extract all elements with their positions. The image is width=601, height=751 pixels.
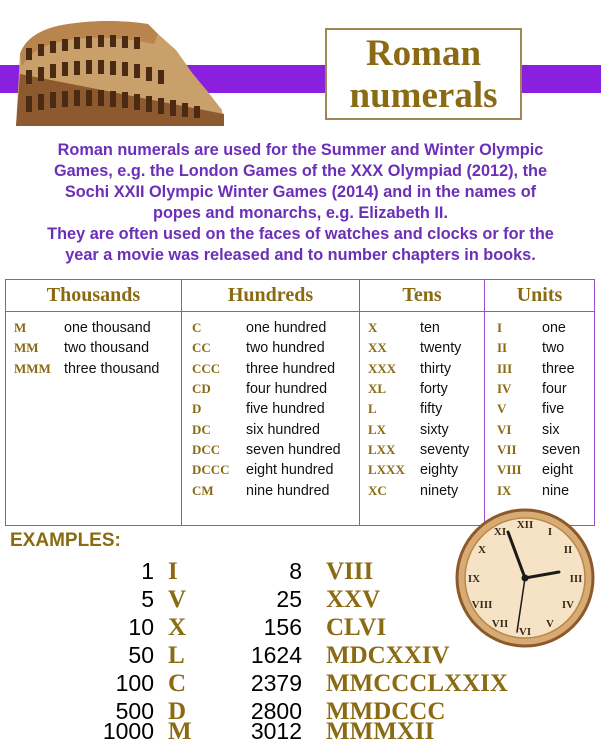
roman-numeral: M: [14, 320, 27, 336]
header-tens: Tens: [360, 280, 485, 312]
numeral-word: nine: [542, 482, 570, 499]
list-item: [192, 440, 359, 460]
numeral-word: fifty: [420, 401, 443, 418]
example-roman: CLVI: [326, 614, 387, 641]
list-item: [368, 318, 484, 338]
list-item: [497, 460, 594, 480]
roman-numeral: CM: [192, 482, 214, 498]
numeral-word: one: [542, 320, 566, 337]
list-item: [497, 379, 594, 399]
roman-numeral: LXX: [368, 441, 396, 457]
list-item: [497, 338, 594, 358]
example-number: 10: [128, 614, 154, 640]
roman-numeral: IV: [497, 381, 512, 397]
example-number: 3012: [250, 718, 302, 744]
table-header-row: [6, 280, 595, 312]
clock-numeral: I: [547, 526, 553, 538]
numeral-word: seven hundred: [246, 441, 341, 458]
hundreds-column: [182, 312, 360, 526]
numeral-word: seven: [542, 441, 581, 458]
numeral-word: twenty: [420, 340, 462, 357]
example-roman: VIII: [326, 558, 374, 585]
list-item: [368, 399, 484, 419]
list-item: [14, 338, 181, 358]
intro-line: Games, e.g. the London Games of the XXX Olympiad (2012), the: [53, 162, 548, 180]
tens-column: [360, 312, 485, 526]
numeral-word: nine hundred: [246, 482, 330, 499]
list-item: [14, 318, 181, 338]
numeral-word: eighty: [420, 462, 459, 479]
example-number: 500: [115, 698, 154, 724]
example-number: 100: [115, 670, 154, 696]
clock-numeral: V: [546, 618, 554, 630]
list-item: [192, 419, 359, 439]
numeral-word: ten: [420, 320, 440, 337]
roman-numeral: D: [192, 401, 202, 417]
roman-numeral: XX: [368, 340, 387, 356]
numeral-word: thirty: [420, 360, 451, 377]
example-roman: X: [168, 614, 187, 641]
list-item: [192, 460, 359, 480]
intro-line: year a movie was released and to number chapters in books.: [65, 246, 536, 264]
example-roman: L: [168, 642, 185, 669]
numeral-word: three thousand: [64, 360, 160, 377]
clock-numeral: VI: [518, 626, 532, 638]
header-hundreds: Hundreds: [182, 280, 360, 312]
example-number: 5: [141, 586, 154, 612]
numeral-word: one thousand: [64, 320, 151, 337]
roman-numeral: IX: [497, 482, 512, 498]
clock-numeral: XII: [516, 519, 534, 531]
list-item: [368, 419, 484, 439]
clock-numeral: III: [569, 573, 583, 585]
roman-numeral: VII: [497, 441, 517, 457]
numeral-word: forty: [420, 381, 448, 398]
list-item: [192, 318, 359, 338]
roman-numeral: III: [497, 360, 513, 376]
roman-numeral: XL: [368, 381, 387, 397]
example-number: 50: [128, 642, 154, 668]
clock-illustration: [455, 508, 595, 648]
roman-numeral: DC: [192, 421, 211, 437]
list-item: [192, 359, 359, 379]
numeral-word: sixty: [420, 421, 449, 438]
numeral-word: ninety: [420, 482, 459, 499]
example-number: 1: [141, 558, 154, 584]
example-roman: MDCXXIV: [326, 642, 450, 669]
list-item: [192, 379, 359, 399]
example-roman: MMCCCLXXIX: [326, 670, 508, 697]
example-number: 1624: [250, 642, 302, 668]
numeral-word: three hundred: [246, 360, 336, 377]
intro-paragraph: [0, 140, 601, 266]
example-number: 8: [289, 558, 302, 584]
example-number: 2800: [250, 698, 302, 724]
examples-heading: EXAMPLES:: [10, 530, 121, 551]
example-roman: M: [168, 718, 192, 745]
example-roman: MMDCCC: [326, 698, 446, 725]
list-item: [497, 440, 594, 460]
numeral-word: two: [542, 340, 565, 357]
colosseum-illustration: [8, 14, 226, 132]
intro-line: Sochi XXII Olympic Winter Games (2014) and in the names of: [64, 183, 537, 201]
example-number: 1000: [102, 718, 154, 744]
roman-numeral: XXX: [368, 360, 397, 376]
clock-numeral: X: [478, 544, 486, 556]
example-roman: MMMXII: [326, 718, 435, 745]
clock-numeral: II: [563, 544, 573, 556]
roman-numeral: XC: [368, 482, 387, 498]
roman-numeral: CC: [192, 340, 211, 356]
header-units: Units: [485, 280, 595, 312]
clock-numeral: VII: [491, 618, 509, 630]
roman-numeral: LX: [368, 421, 387, 437]
numeral-word: one hundred: [246, 320, 327, 337]
roman-numeral: CD: [192, 381, 211, 397]
numeral-word: eight hundred: [246, 462, 334, 479]
clock-numeral: IX: [467, 573, 481, 585]
numeral-word: four: [542, 381, 567, 398]
list-item: [497, 359, 594, 379]
list-item: [192, 399, 359, 419]
roman-numeral: VIII: [497, 462, 522, 478]
numeral-word: two thousand: [64, 340, 150, 357]
title-line-1: Roman: [365, 33, 482, 74]
intro-line: popes and monarchs, e.g. Elizabeth II.: [153, 204, 448, 222]
example-roman: V: [168, 586, 187, 613]
units-column: [485, 312, 595, 526]
numerals-table: [5, 279, 595, 526]
roman-numeral: C: [192, 320, 202, 336]
numeral-word: five: [542, 401, 565, 418]
list-item: [368, 379, 484, 399]
example-number: 2379: [250, 670, 302, 696]
roman-numeral: L: [368, 401, 377, 417]
list-item: [192, 338, 359, 358]
roman-numeral: DCC: [192, 441, 221, 457]
numeral-word: eight: [542, 462, 574, 479]
list-item: [497, 480, 594, 500]
numeral-word: five hundred: [246, 401, 325, 418]
list-item: [497, 318, 594, 338]
roman-numeral: MM: [14, 340, 39, 356]
list-item: [368, 338, 484, 358]
roman-numeral: II: [497, 340, 508, 356]
list-item: [192, 480, 359, 500]
header-thousands: Thousands: [6, 280, 182, 312]
list-item: [368, 359, 484, 379]
example-number: 25: [276, 586, 302, 612]
numeral-word: seventy: [420, 441, 470, 458]
numeral-word: three: [542, 360, 575, 377]
roman-numeral: MMM: [14, 360, 51, 376]
numeral-word: six hundred: [246, 421, 320, 438]
numeral-word: four hundred: [246, 381, 328, 398]
list-item: [14, 359, 181, 379]
intro-line: They are often used on the faces of watches and clocks or for the: [47, 225, 554, 243]
example-roman: XXV: [326, 586, 381, 613]
clock-numeral: IV: [561, 599, 575, 611]
list-item: [497, 419, 594, 439]
example-roman: D: [168, 698, 187, 725]
intro-line: Roman numerals are used for the Summer and Winter Olympic: [57, 141, 544, 159]
list-item: [368, 460, 484, 480]
example-number: 156: [263, 614, 302, 640]
example-roman: C: [168, 670, 187, 697]
list-item: [368, 440, 484, 460]
roman-numeral: LXXX: [368, 462, 405, 478]
clock-numeral: VIII: [471, 599, 493, 611]
numeral-word: six: [542, 421, 560, 438]
roman-numeral: X: [368, 320, 378, 336]
roman-numeral: VI: [497, 421, 512, 437]
thousands-column: [6, 312, 182, 526]
roman-numeral: DCCC: [192, 462, 230, 478]
title-line-2: numerals: [349, 75, 498, 116]
list-item: [497, 399, 594, 419]
list-item: [368, 480, 484, 500]
roman-numeral: CCC: [192, 360, 221, 376]
clock-numeral: XI: [493, 526, 507, 538]
title-box: [325, 28, 522, 120]
roman-numeral: V: [497, 401, 507, 417]
roman-numeral: I: [497, 320, 503, 336]
numeral-word: two hundred: [246, 340, 325, 357]
example-roman: I: [168, 558, 178, 585]
